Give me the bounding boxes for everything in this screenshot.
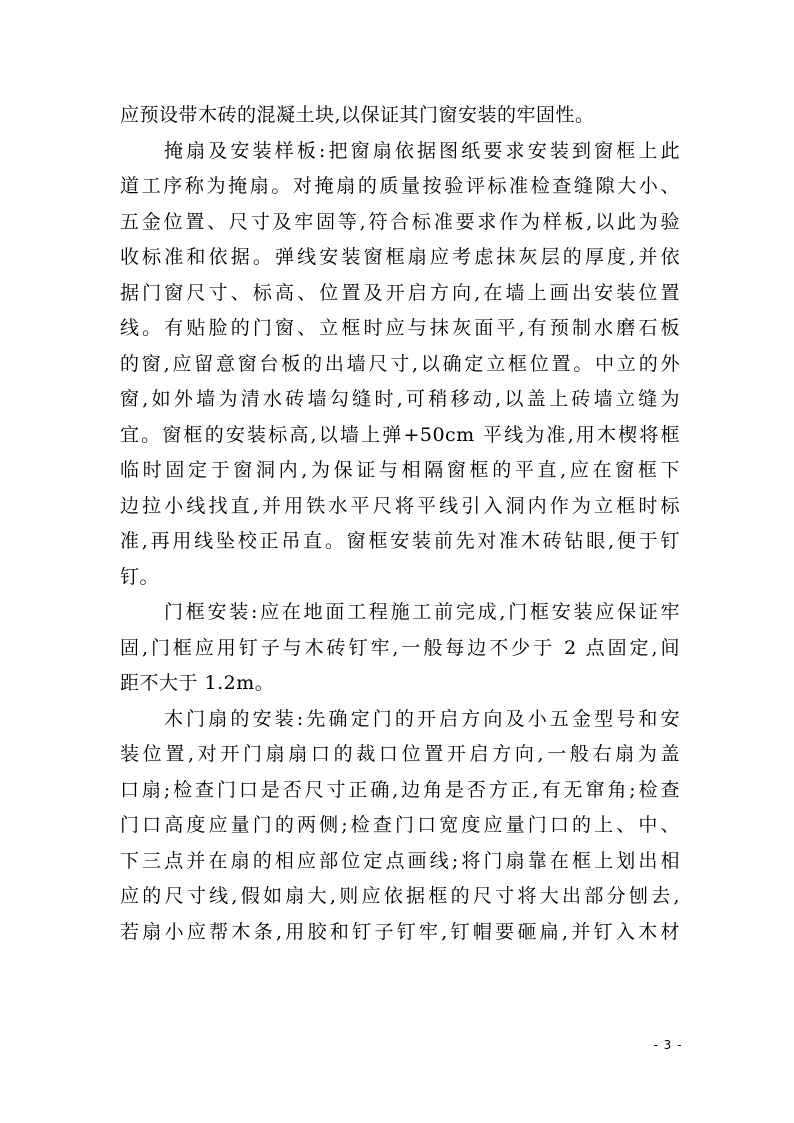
text-line: 道工序称为掩扇。对掩扇的质量按验评标准检查缝隙大小、 [120, 175, 680, 197]
text-line: 边拉小线找直,并用铁水平尺将平线引入洞内作为立框时标 [120, 494, 680, 517]
text-line: 掩扇及安装样板:把窗扇依据图纸要求安装到窗框上此 [164, 139, 680, 162]
text-line: 下三点并在扇的相应部位定点画线;将门扇靠在框上划出相 [120, 849, 680, 872]
text-line: 收标准和依据。弹线安装窗框扇应考虑抹灰层的厚度,并依 [120, 246, 680, 268]
text-line: 装位置,对开门扇扇口的裁口位置开启方向,一般右扇为盖 [120, 743, 680, 765]
text-line: 若扇小应帮木条,用胶和钉子钉牢,钉帽要砸扁,并钉入木材 [120, 920, 680, 943]
text-line: 五金位置、尺寸及牢固等,符合标准要求作为样板,以此为验 [120, 210, 680, 233]
text-line: 宜。窗框的安装标高,以墙上弹+50cm 平线为准,用木楔将框 [120, 423, 680, 446]
text-line: 门框安装:应在地面工程施工前完成,门框安装应保证牢 [164, 601, 680, 623]
text-line: 线。有贴脸的门窗、立框时应与抹灰面平,有预制水磨石板 [120, 317, 680, 339]
text-line: 临时固定于窗洞内,为保证与相隔窗框的平直,应在窗框下 [120, 459, 680, 481]
text-line: 应预设带木砖的混凝土块,以保证其门窗安装的牢固性。 [120, 104, 595, 126]
text-line: 窗,如外墙为清水砖墙勾缝时,可稍移动,以盖上砖墙立缝为 [120, 388, 680, 410]
body-text [120, 98, 680, 950]
text-line: 应的尺寸线,假如扇大,则应依据框的尺寸将大出部分刨去, [120, 885, 680, 907]
text-line: 的窗,应留意窗台板的出墙尺寸,以确定立框位置。中立的外 [120, 352, 680, 375]
text-line: 木门扇的安装:先确定门的开启方向及小五金型号和安 [164, 707, 680, 730]
text-line: 钉。 [120, 565, 160, 588]
text-line: 固,门框应用钉子与木砖钉牢,一般每边不少于 2 点固定,间 [120, 636, 680, 659]
text-line: 门口高度应量门的两侧;检查门口宽度应量门口的上、中、 [120, 814, 680, 836]
page-number: - 3 - [653, 1038, 683, 1052]
text-line: 据门窗尺寸、标高、位置及开启方向,在墙上画出安装位置 [120, 281, 680, 304]
text-line: 口扇;检查门口是否尺寸正确,边角是否方正,有无窜角;检查 [120, 778, 680, 801]
text-line: 准,再用线坠校正吊直。窗框安装前先对准木砖钻眼,便于钉 [120, 530, 680, 552]
text-line: 距不大于 1.2m。 [120, 672, 275, 694]
